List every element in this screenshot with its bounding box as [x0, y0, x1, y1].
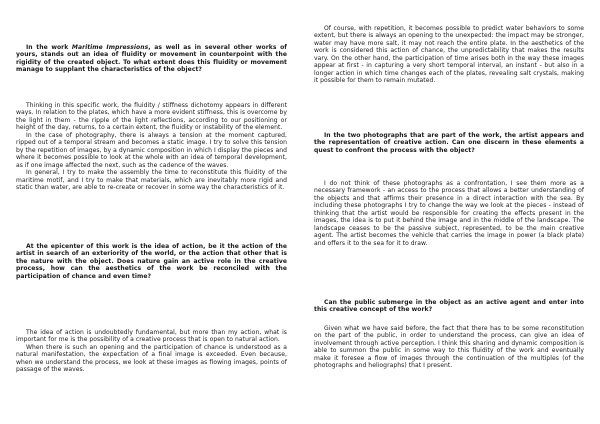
interview-question	[314, 299, 584, 314]
interview-answer	[314, 325, 584, 370]
answer-paragraph: In general, I try to make the assembly the time to reconstitute this fluidity of the maritime motif, and I try to make that materials, which are inevitably more rigid and static than water, are able to re-create or recover in some way the characteristics of it.	[16, 169, 287, 191]
answer-paragraph: Thinking in this specific work, the fluidity / stiffness dichotomy appears in different ways. In relation to the plates, which have a more evident stiffness, this is overcome by the light in them - the ripple of the light reflections, according to our positioning or height of the day, returns, to a certain extent, the fluidity or instability of the element.	[16, 102, 287, 132]
interview-question	[16, 44, 287, 74]
interview-answer	[314, 25, 584, 85]
answer-paragraph: I do not think of these photographs as a confrontation, I see them more as a necessary framework - an access to the process that allows a better understanding of the objects and that affirms their presence in a direct interaction with the sea. By including these photographs I try to change the way we look at the pieces - instead of thinking that the artist would be responsible for creating the effects present in the images, the idea is to put it behind the image and in the middle of the landscape. The landscape ceases to be the passive subject, represented, to be the main creative agent. The artist becomes the vehicle that carries the image in power (a black plate) and offers it to the sea for it to draw.	[314, 180, 584, 247]
left-page	[16, 0, 287, 424]
work-title: Maritime Impressions	[71, 44, 149, 51]
answer-paragraph: Of course, with repetition, it becomes possible to predict water behaviors to some extent, but there is always an opening to the unexpected: the impact may be stronger, water may have more salt, it may not reach the entire plate. In the aesthetics of the work is considered this action of chance, the unpredictability that makes the results vary. On the other hand, the participation of time arises both in the way these images appear at first - in capturing a very short temporal interval, an instant - but also in a longer action in which time changes each of the plates, revealing salt crystals, making it possible for them to remain mutated.	[314, 25, 584, 85]
interview-answer	[16, 329, 287, 374]
question-text: At the epicenter of this work is the idea of action, be it the action of the artist in search of an exteriority of the world, or the action that other that is the nature with the object. Does nature gain an active role in the creative process, how can the aesthetics of the work be reconciled with the participation of chance and even time?	[16, 243, 287, 280]
question-text: , as well as in several other works of yours, stands out an idea of fluidity or movement in counterpoint with the rigidity of the created object. To what extent does this fluidity or movement manage to supplant the characteristics of the object?	[16, 44, 287, 74]
interview-answer	[16, 102, 287, 191]
right-page	[314, 0, 584, 424]
question-text: Can the public submerge in the object as an active agent and enter into this creative concept of the work?	[314, 299, 584, 314]
answer-paragraph: When there is such an opening and the participation of chance is understood as a natural manifestation, the expectation of a final image is exceeded. Even because, when we understand the process, we look at these images as flowing images, points of passage of the waves.	[16, 343, 287, 374]
interview-question	[16, 243, 287, 280]
answer-paragraph: Given what we have said before, the fact that there has to be some reconstitution on the part of the public, in order to understand the process, can give an idea of involvement through active perception. I think this sharing and dynamic composition is able to summon the public in some way to this fluidity of the work and eventually make it foresee a flow of images through the continuation of the multiples (of the photographs and heliographs) that I present.	[314, 325, 584, 370]
question-text: In the work	[26, 44, 72, 51]
interview-answer	[314, 180, 584, 247]
interview-question	[314, 132, 584, 154]
question-text: In the two photographs that are part of the work, the artist appears and the representation of creative action. Can one discern in these elements a quest to confront the process with the object?	[314, 132, 584, 154]
answer-paragraph: The idea of action is undoubtedly fundamental, but more than my action, what is important for me is the possibility of a creative process that is open to natural action.	[16, 329, 287, 344]
answer-paragraph: In the case of photography, there is always a tension at the moment captured, ripped out of a temporal stream and becomes a static image. I try to solve this tension by the repetition of images, by a dynamic composition in which I display the pieces and where it becomes possible to look at the whole with an idea of temporal development, as if one image affected the next, such as the cadence of the waves.	[16, 131, 287, 169]
